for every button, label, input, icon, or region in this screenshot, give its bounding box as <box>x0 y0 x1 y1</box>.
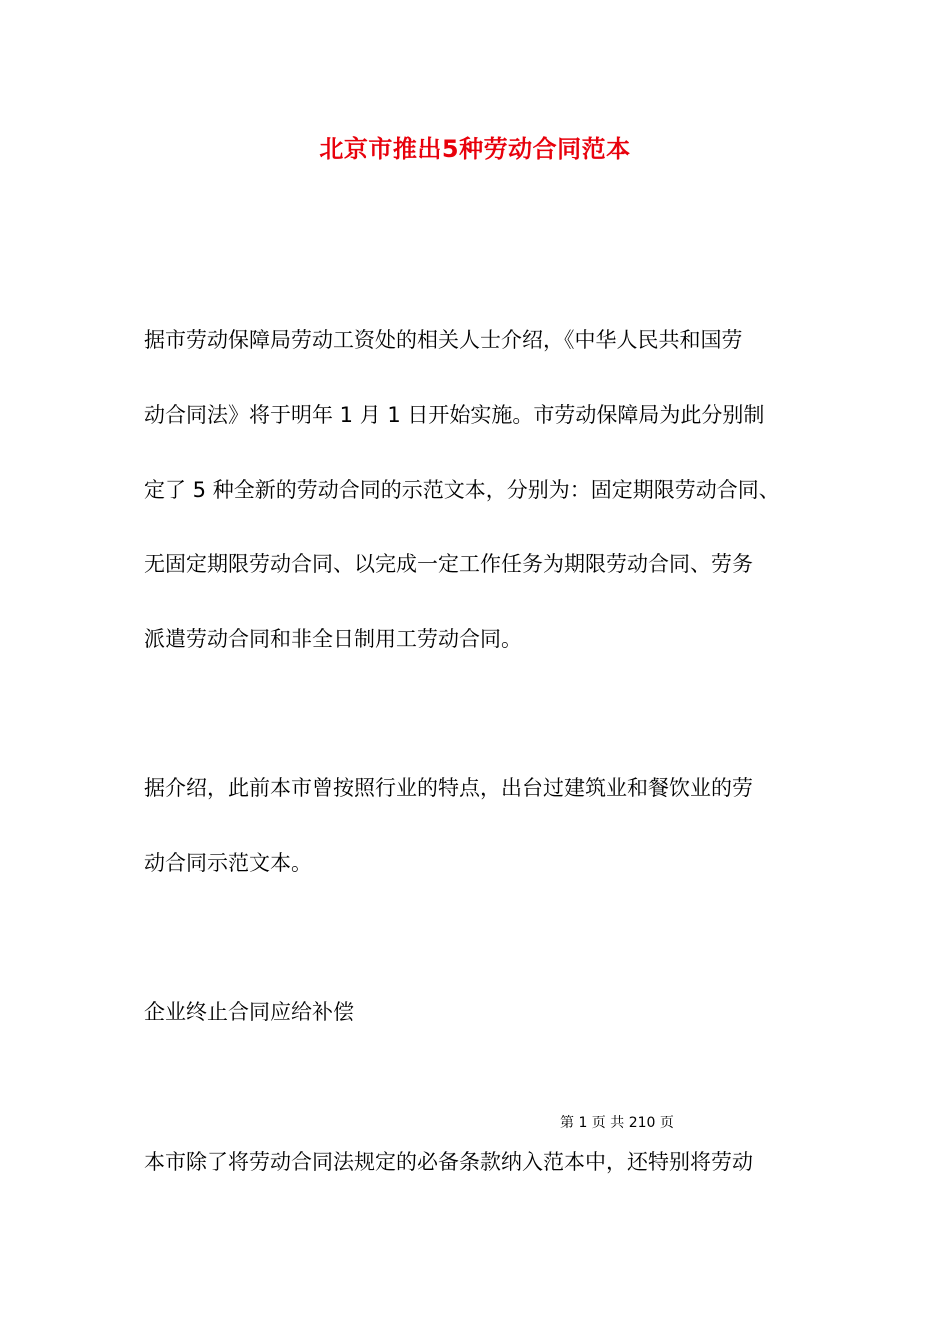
document-title: 北京市推出5种劳动合同范本 <box>319 135 631 163</box>
page-footer: 第 1 页 共 210 页 <box>560 1115 674 1131</box>
body-line-7: 动合同示范文本。 <box>144 851 312 875</box>
body-line-2: 动合同法》将于明年 1 月 1 日开始实施。市劳动保障局为此分别制 <box>144 403 765 427</box>
body-line-6: 据介绍，此前本市曾按照行业的特点，出台过建筑业和餐饮业的劳 <box>144 776 753 800</box>
body-line-4: 无固定期限劳动合同、以完成一定工作任务为期限劳动合同、劳务 <box>144 552 753 576</box>
body-line-5: 派遣劳动合同和非全日制用工劳动合同。 <box>144 627 522 651</box>
body-line-1: 据市劳动保障局劳动工资处的相关人士介绍，《中华人民共和国劳 <box>144 328 743 352</box>
body-line-3: 定了 5 种全新的劳动合同的示范文本，分别为：固定期限劳动合同、 <box>144 478 780 502</box>
section-heading: 企业终止合同应给补偿 <box>144 1000 354 1024</box>
body-line-9: 本市除了将劳动合同法规定的必备条款纳入范本中，还特别将劳动 <box>144 1150 753 1174</box>
